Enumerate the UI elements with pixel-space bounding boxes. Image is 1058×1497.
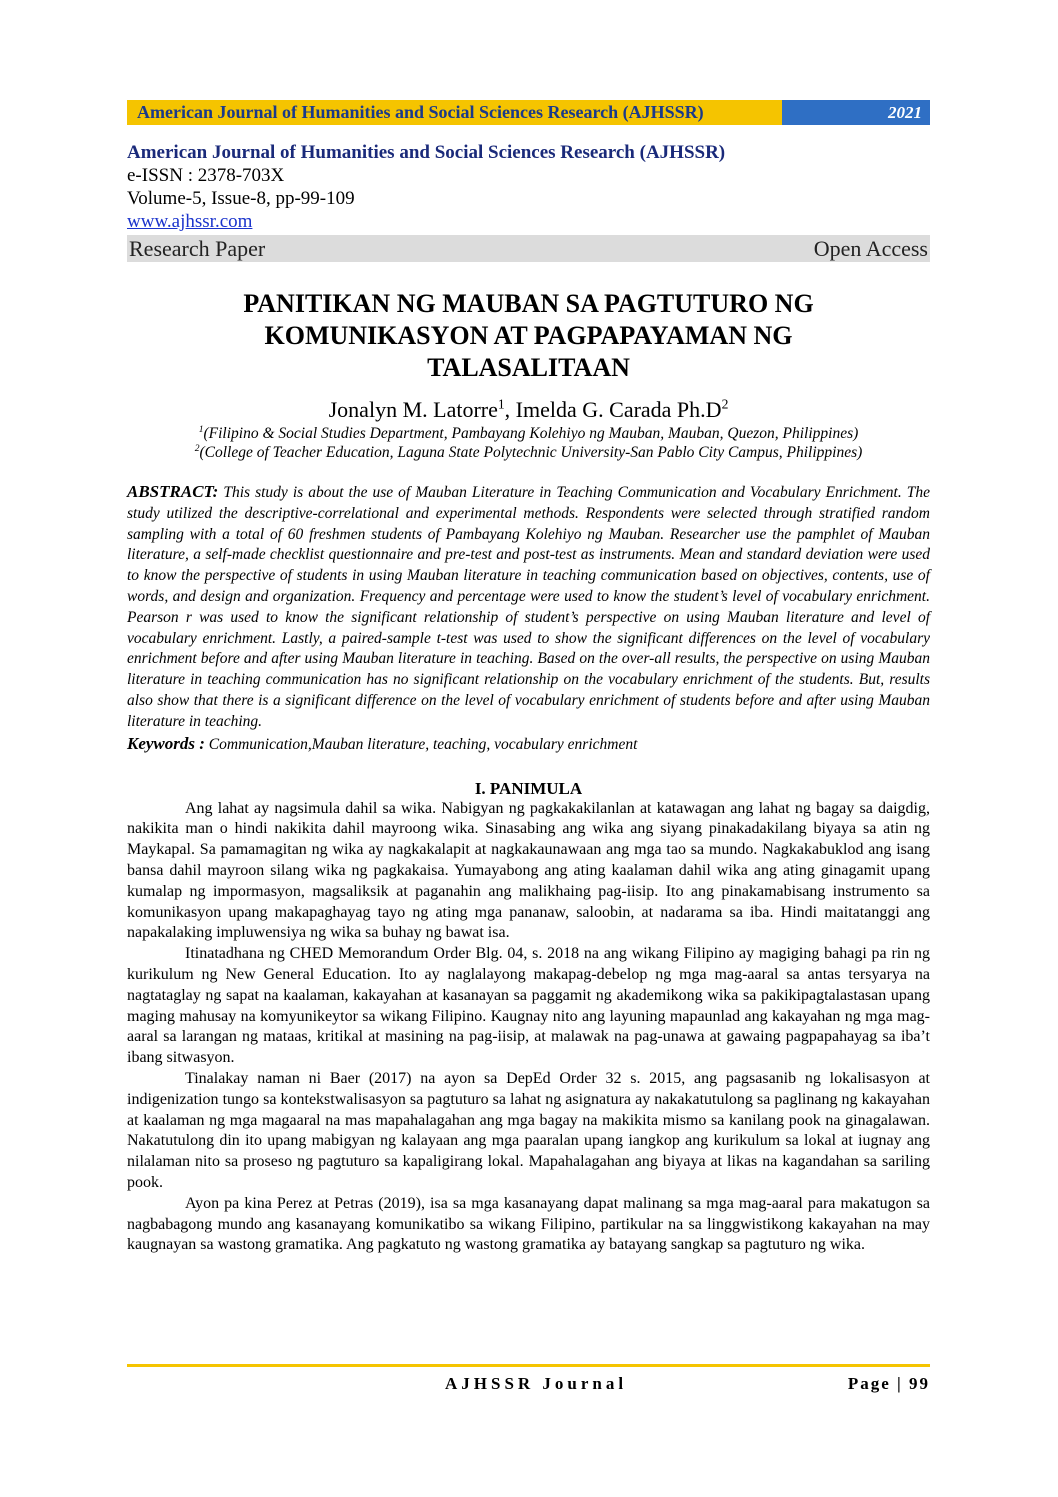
body-paragraph: Ayon pa kina Perez at Petras (2019), isa sa mga kasanayang dapat malinang sa mga mag-aaral para makatugon sa nagbabagong mundo ang kasanayang komunikatibo sa wikang Filipino, partikular na sa linggwistikong kakayahan na may kaugnayan sa wastong gramatika. Ang pagkatuto ng wastong gramatika ay batayang sangkap sa pagtuturo ng wika. [127,1194,930,1254]
journal-header-bar [127,100,930,125]
journal-name: American Journal of Humanities and Social Sciences Research (AJHSSR) [127,142,726,163]
affiliation-sup: 2 [194,442,200,454]
body-paragraph: Itinatadhana ng CHED Memorandum Order Blg. 04, s. 2018 na ang wikang Filipino ay magiging bahagi pa rin ng kurikulum ng New General Education. Ito ay naglalayong makapag-debelop ng mga mag-aaral sa antas tersyarya na nagtataglay ng sapat na kaalaman, kakayahan at kasanayan sa paggamit ng akademikong wika sa pakikipagtalastasan upang maging mahusay na komyunikeytor sa wikang Filipino. Kaugnay nito ang layuning mapaunlad ang kakayahan ng mga mag-aaral sa larangan ng mataas, kritikal at masining na pag-iisip, at malawak na pag-unawa at gawaing pagpapahayag sa iba’t ibang sitwasyon. [127,945,930,1067]
abstract-label: ABSTRACT: [127,482,219,501]
author-sup: 2 [721,396,729,412]
footer-divider [127,1364,930,1367]
section-body [127,799,930,1257]
journal-meta [127,141,930,233]
title-line: TALASALITAAN [427,353,630,382]
footer-page-number: Page | 99 [847,1374,930,1393]
abstract [127,482,930,733]
body-paragraph: Tinalakay naman ni Baer (2017) na ayon sa DepEd Order 32 s. 2015, ang pagsasanib ng lokalisasyon at indigenization tungo sa kontekstwalisasyon sa pagtuturo sa lahat ng asignatura ay nakakatutulong sa paglinang ng kakayahan at kaalaman ng mga magaaral na mas mapahalagahan ang mga bagay na makikita mismo sa kanilang pook na ginagalawan. Nakatutulong din ito upang mabigyan ng kalayaan ang mga paaralan upang iangkop ang kurikulum sa lokal at iugnay ang nilalaman nito sa proseso ng pagtuturo sa kapaligirang lokal. Mapahalagahan ang biyaya at likas na kagandahan sa sariling pook. [127,1069,930,1191]
volume-issue: Volume-5, Issue-8, pp-99-109 [127,188,355,209]
header-journal-name: American Journal of Humanities and Social Sciences Research (AJHSSR) [127,100,782,125]
header-year: 2021 [782,100,930,125]
keywords-label: Keywords : [127,733,205,753]
author-name: Jonalyn M. Latorre [328,397,498,422]
title-line: PANITIKAN NG MAUBAN SA PAGTUTURO NG [243,289,814,318]
footer-journal: AJHSSR Journal [445,1374,628,1393]
paper-type-bar [127,235,930,262]
affiliation-sup: 1 [198,423,204,435]
authors [127,396,930,424]
website-link[interactable]: www.ajhssr.com [127,211,253,232]
access-type: Open Access [813,236,928,261]
affiliation-text: (Filipino & Social Studies Department, Pambayang Kolehiyo ng Mauban, Mauban, Quezon, Philippines) [203,425,859,442]
paper-title [127,288,930,384]
affiliation [127,424,930,443]
paper-type: Research Paper [129,236,266,261]
author-sup: 1 [497,396,505,412]
author-name: Imelda G. Carada Ph.D [515,397,722,422]
keywords-text: Communication,Mauban literature, teaching, vocabulary enrichment [208,735,638,753]
affiliations [127,424,930,462]
section-title: I. PANIMULA [474,778,583,798]
affiliation-text: (College of Teacher Education, Laguna State Polytechnic University-San Pablo City Campus, Philippines) [199,444,863,461]
abstract-text: This study is about the use of Mauban Literature in Teaching Communication and Vocabulary Enrichment. The study utilized the descriptive-correlational and experimental methods. Respondents were selected through stratified random sampling with a total of 60 freshmen students of Pambayang Kolehiyo ng Mauban. Researcher use the pamphlet of Mauban literature, a self-made checklist questionnaire and pre-test and post-test as instruments. Mean and standard deviation were used to know the perspective of students in using Mauban literature in teaching communication based on objectives, contents, use of words, and design and organization. Frequency and percentage were used to know the student’s level of vocabulary enrichment. Pearson r was used to know the significant relationship of student’s perspective on using Mauban literature and level of vocabulary enrichment. Lastly, a paired-sample t-test was used to show the significant differences on the level of vocabulary enrichment before and after using Mauban literature in teaching. Based on the over-all results, the perspective on using Mauban literature in teaching communication has no significant relationship on the vocabulary enrichment of the students. But, results also show that there is a significant difference on the level of vocabulary enrichment of students before and after using Mauban literature in teaching. [127,484,931,730]
affiliation [127,443,930,462]
keywords [127,733,930,755]
eissn: e-ISSN : 2378-703X [127,165,285,186]
author-separator: , [504,397,516,422]
page [127,100,930,1256]
body-paragraph: Ang lahat ay nagsimula dahil sa wika. Nabigyan ng pagkakakilanlan at katawagan ang lahat ng bagay sa daigdig, nakikita man o hindi nakikita dahil mayroong wika. Sinasabing ang wika ang siyang pinakadakilang biyaya sa atin ng Maykapal. Sa pamamagitan ng wika ay nagkakalapit at nagkakaunawaan ang mga tao sa mundo. Nagkakabuklod ang isang bansa dahil mayroon silang wika ng pagkakaisa. Yumayabong ang ating kaalaman dahil wika ang ating ginagamit upang kumalap ng impormasyon, magsaliksik at paganahin ang malikhaing pag-iisip. Ito ang pinakamabisang instrumento sa komunikasyon upang makapaghayag tayo ng ating mga pananaw, saloobin, at nadarama sa iba. Hindi maitatanggi ang napakalaking impluwensiya ng wika sa buhay ng bawat isa. [127,799,930,942]
title-line: KOMUNIKASYON AT PAGPAPAYAMAN NG [264,321,793,350]
